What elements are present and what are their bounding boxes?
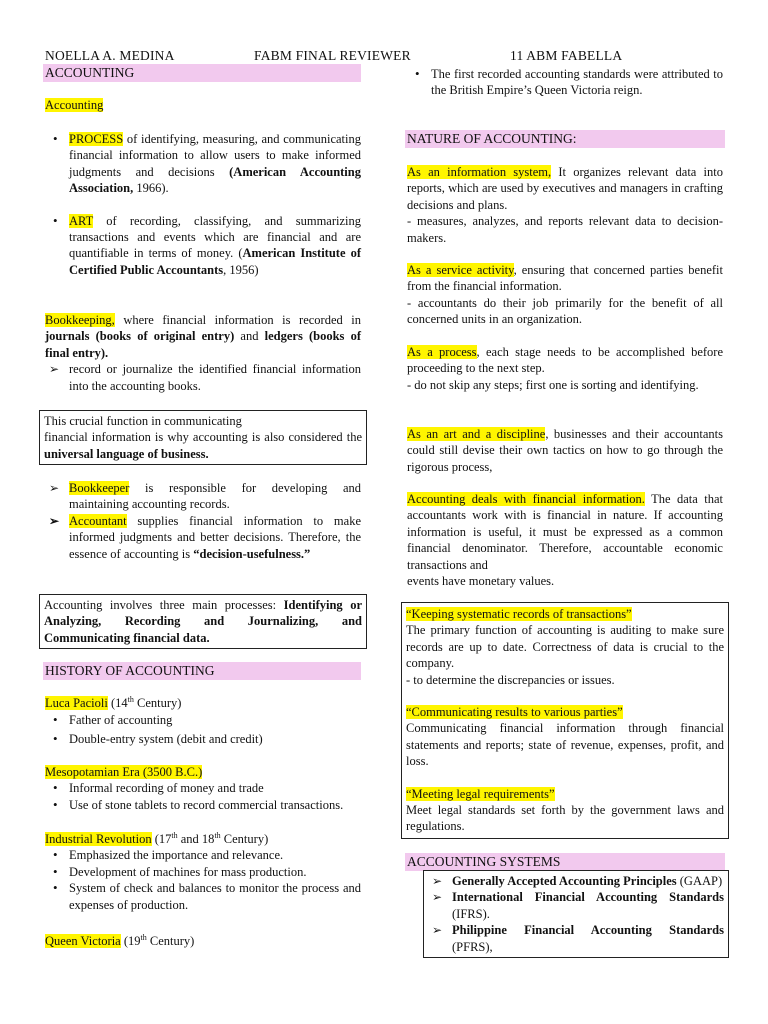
system-ifrs: ➢ International Financial Accounting Standards (IFRS). <box>432 890 724 921</box>
history-mesopotamia: Mesopotamian Era (3500 B.C.) • Informal recording of money and trade • Use of stone tablets to record commercial transactions. <box>45 764 361 813</box>
luca-item: • Father of accounting <box>45 712 361 728</box>
meso-item: • Use of stone tablets to record commercial transactions. <box>45 797 361 813</box>
bookkeeping-block: Bookkeeping, where financial information is recorded in journals (books of original entry) and ledgers (books of final entry). ➢ record or journalize the identified financial information into the accounting books. <box>45 313 361 393</box>
history-queen-victoria: Queen Victoria (19th Century) <box>45 932 195 948</box>
nature-service-activity: As a service activity, ensuring that concerned parties benefit from the financial information. - accountants do their job primarily for the benefit of all concerned units in an organization. <box>407 263 724 327</box>
roles-list <box>45 480 361 562</box>
section-systems: ACCOUNTING SYSTEMS <box>405 853 725 871</box>
meso-item: • Informal recording of money and trade <box>45 780 361 796</box>
industrial-item: • System of check and balances to monitor the process and expenses of production. <box>45 880 361 913</box>
functions-box: “Keeping systematic records of transactions” The primary function of accounting is auditing to make sure records are up to date. Correctness of data is crucial to the company. - to determine the discrepancies or issues. “Communicating results to various parties” Communicating financial information through financial statements and reports; state of revenue, expenses, profit, and loss. “Meeting legal requirements” Meet legal standards set forth by the government laws and regulations. <box>401 602 729 839</box>
section-accounting: ACCOUNTING <box>43 64 361 82</box>
system-gaap: ➢ Generally Accepted Accounting Principles (GAAP) <box>432 874 723 888</box>
industrial-item: • Development of machines for mass production. <box>45 864 361 880</box>
author-name: NOELLA A. MEDINA <box>45 48 175 63</box>
definition-process: • PROCESS of identifying, measuring, and communicating financial information to allow users to make informed judgments and decisions (American Accounting Association, 1966). <box>45 131 361 197</box>
role-bookkeeper: ➢ Bookkeeper is responsible for developing and maintaining accounting records. <box>49 481 361 512</box>
class-section: 11 ABM FABELLA <box>510 48 623 63</box>
nature-art-discipline: As an art and a discipline, businesses and their accountants could still devise their own tactics on how to go through the rigorous process, <box>407 427 724 474</box>
nature-info-system: As an information system, It organizes relevant data into reports, which are used by executives and managers in crafting decisions and plans. - measures, analyzes, and reports relevant data to decision-makers. <box>407 165 723 245</box>
industrial-item: • Emphasized the importance and relevance. <box>45 847 361 863</box>
definition-art: • ART of recording, classifying, and summarizing transactions and events which are financial and are quantifiable in terms of money. (American Institute of Certified Public Accountants, 1956) <box>45 213 361 279</box>
accounting-definitions <box>45 131 361 278</box>
nature-financial-info: Accounting deals with financial information. The data that accountants work with is financial in nature. If accounting information is useful, it must be expressed as a common financial denominator. Therefore, accountable economic transactions and events have monetary values. <box>407 492 724 589</box>
queen-victoria-note <box>407 66 723 99</box>
nature-process: As a process, each stage needs to be accomplished before proceeding to the next step. - do not skip any steps; first one is sorting and identifying. <box>407 345 723 392</box>
system-pfrs: ➢ Philippine Financial Accounting Standards (PFRS), <box>432 923 724 954</box>
bookkeeping-sub: ➢ record or journalize the identified financial information into the accounting books. <box>49 362 361 393</box>
universal-language-box: This crucial function in communicating financial information is why accounting is also considered the universal language of business. <box>39 410 367 465</box>
three-processes-box: Accounting involves three main processes: Identifying or Analyzing, Recording and Journalizing, and Communicating financial data. <box>39 594 367 649</box>
document-title: FABM FINAL REVIEWER <box>254 48 411 63</box>
history-industrial: Industrial Revolution (17th and 18th Century) • Emphasized the importance and relevance. • Development of machines for mass production. • System of check and balances to monitor the process and expenses of production. <box>45 831 361 913</box>
luca-item: • Double-entry system (debit and credit) <box>45 731 361 747</box>
role-accountant: ➢ Accountant supplies financial information to make informed judgments and better decisions. Therefore, the essence of accounting is “decision-usefulness.” <box>49 513 361 561</box>
section-history: HISTORY OF ACCOUNTING <box>43 662 361 680</box>
history-luca: Luca Pacioli (14th Century) • Father of accounting • Double-entry system (debit and credit) <box>45 695 361 747</box>
queen-victoria-bullet: • The first recorded accounting standards were attributed to the British Empire’s Queen Victoria reign. <box>407 66 723 99</box>
systems-box <box>423 870 729 958</box>
section-nature: NATURE OF ACCOUNTING: <box>405 130 725 148</box>
accounting-term: Accounting <box>45 98 104 112</box>
